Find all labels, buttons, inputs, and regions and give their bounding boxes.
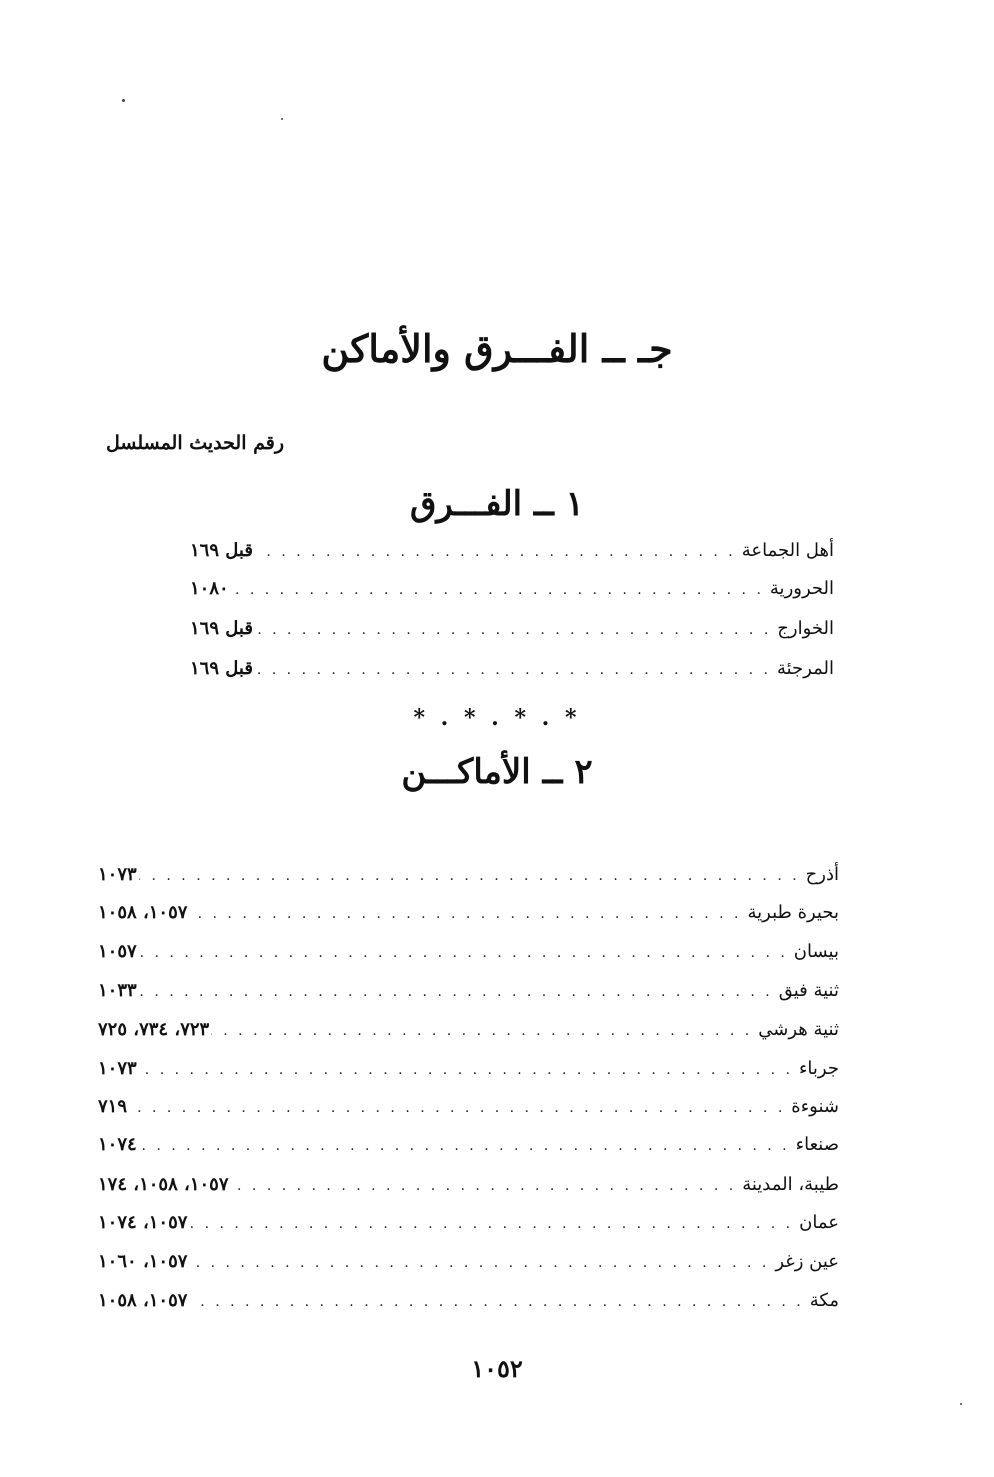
entry-refs: ١٠٥٧، ١٠٥٨	[98, 902, 188, 923]
index-entry	[190, 578, 834, 608]
dot-leader	[255, 663, 771, 677]
section-heading-places: ٢ ــ الأماكـــن	[401, 752, 593, 792]
index-entry	[98, 902, 839, 932]
section-separator: * . * . * . *	[413, 705, 581, 731]
dot-leader	[189, 907, 741, 921]
entry-name: عمان	[799, 1212, 839, 1233]
entry-name: بيسان	[793, 941, 839, 962]
dot-leader	[189, 1295, 803, 1309]
entry-refs: ١٠٧٣	[98, 864, 137, 885]
entry-refs: ١٠٧٣	[98, 1058, 137, 1079]
dot-leader	[189, 1217, 793, 1231]
index-entry	[98, 980, 839, 1010]
index-entry	[190, 618, 834, 648]
entry-name: ثنية فيق	[778, 980, 839, 1001]
index-entry	[98, 864, 839, 894]
page-number: ١٠٥٢	[471, 1354, 523, 1383]
dot-leader	[255, 623, 771, 637]
entry-name: طيبة، المدينة	[742, 1174, 839, 1195]
scan-speck	[281, 118, 283, 120]
dot-leader	[139, 1139, 790, 1153]
index-entry	[98, 1174, 839, 1204]
entry-refs: ١٠٥٧، ١٠٧٤	[98, 1212, 188, 1233]
index-entry	[190, 540, 834, 570]
dot-leader	[211, 1024, 752, 1038]
index-entry	[98, 1251, 839, 1281]
entry-refs: ١٠٨٠	[190, 578, 229, 599]
entry-name: الخوارج	[777, 618, 834, 639]
dot-leader	[139, 1063, 793, 1077]
entry-refs: قبل ١٦٩	[190, 658, 253, 679]
section-heading-sects: ١ ــ الفـــرق	[410, 484, 584, 524]
entry-refs: قبل ١٦٩	[190, 618, 253, 639]
places-index-list	[98, 864, 839, 1324]
index-entry	[98, 1290, 839, 1320]
dot-leader	[139, 869, 800, 883]
dot-leader	[139, 946, 788, 960]
index-entry	[98, 1134, 839, 1164]
scan-speck	[122, 99, 125, 102]
entry-refs: ١٠٥٧، ١٠٦٠	[98, 1251, 188, 1272]
entry-refs: ١٠٣٣	[98, 980, 137, 1001]
entry-name: مكة	[809, 1290, 839, 1311]
entry-name: المرجئة	[776, 658, 834, 679]
dot-leader	[255, 545, 736, 559]
index-entry	[98, 1019, 839, 1049]
entry-refs: ١٠٧٤	[98, 1134, 137, 1155]
entry-name: عين زغر	[775, 1251, 839, 1272]
column-header: رقم الحديث المسلسل	[105, 432, 284, 454]
entry-refs: ١٠٥٧، ١٠٥٨	[98, 1290, 188, 1311]
dot-leader	[231, 583, 764, 597]
entry-name: صنعاء	[795, 1134, 839, 1155]
index-entry	[98, 941, 839, 971]
dot-leader	[129, 1101, 785, 1115]
entry-name: أهل الجماعة	[741, 540, 834, 561]
entry-refs: ١٠٥٧، ١٠٥٨، ١٧٤	[98, 1174, 229, 1195]
entry-refs: ٧٢٣، ٧٣٤، ٧٢٥	[98, 1019, 210, 1040]
entry-name: الحرورية	[769, 578, 834, 599]
sects-index-list	[190, 540, 834, 700]
entry-name: شنوءة	[791, 1096, 839, 1117]
index-entry	[98, 1058, 839, 1088]
dot-leader	[139, 985, 773, 999]
entry-name: أذرح	[805, 864, 839, 885]
entry-refs: قبل ١٦٩	[190, 540, 253, 561]
page-title: جـ ــ الفـــرق والأماكن	[321, 326, 673, 371]
entry-name: جرباء	[798, 1058, 839, 1079]
entry-name: بحيرة طبرية	[747, 902, 839, 923]
dot-leader	[189, 1256, 769, 1270]
index-entry	[98, 1212, 839, 1242]
index-entry	[190, 658, 834, 688]
entry-refs: ١٠٥٧	[98, 941, 137, 962]
scan-speck	[960, 1403, 962, 1405]
dot-leader	[231, 1179, 737, 1193]
index-entry	[98, 1096, 839, 1126]
entry-name: ثنية هرشي	[758, 1019, 839, 1040]
entry-refs: ٧١٩	[98, 1096, 128, 1117]
